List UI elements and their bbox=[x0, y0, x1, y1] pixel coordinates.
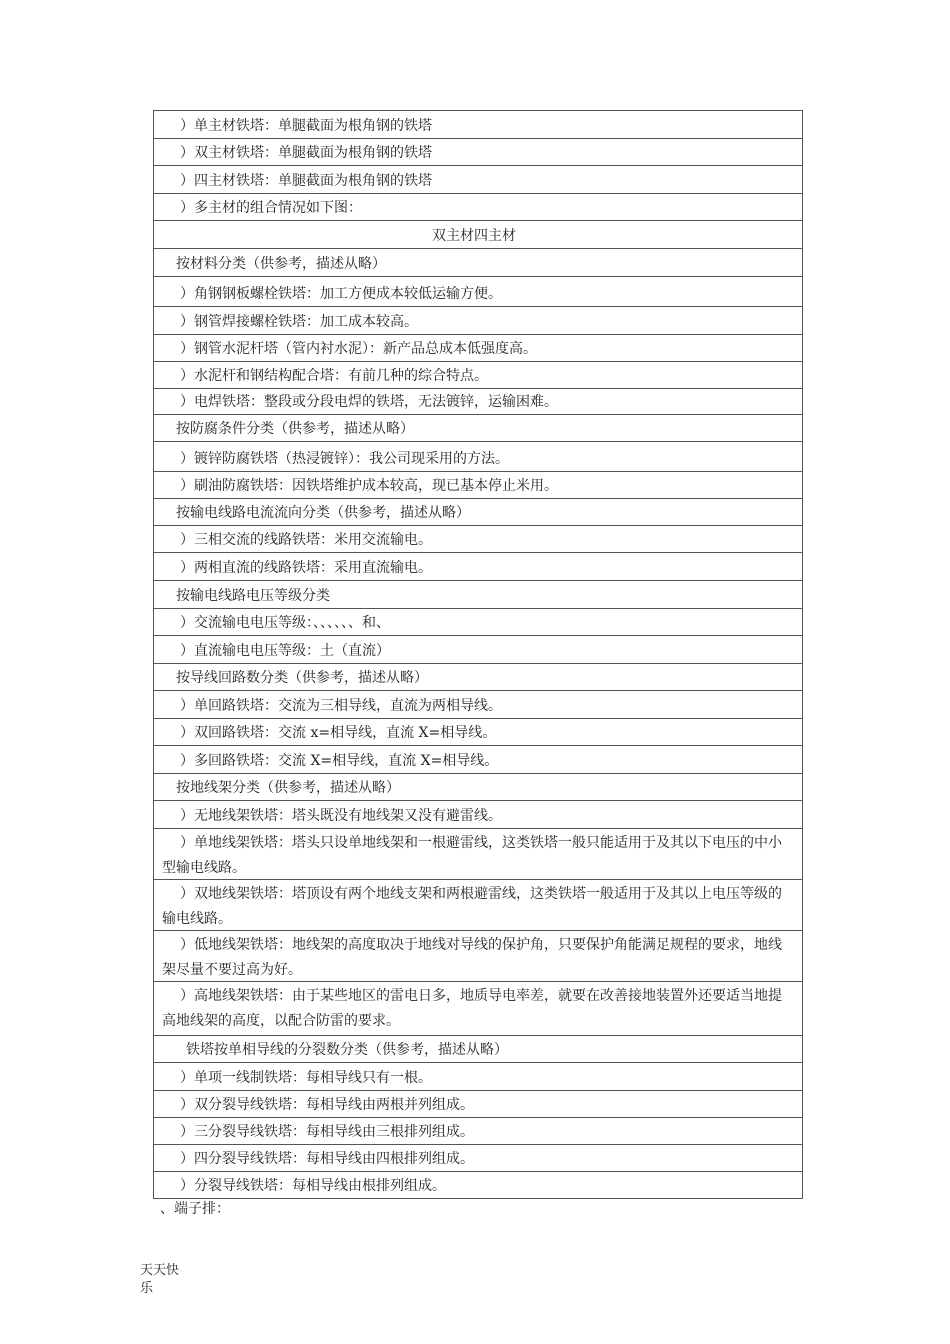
table-row bbox=[154, 221, 802, 249]
row-text: ）单主材铁塔：单腿截面为根角钢的铁塔 bbox=[180, 118, 432, 134]
row-text: ）角钢钢板螺栓铁塔：加工方便成本较低运输方便。 bbox=[180, 286, 502, 302]
table-row bbox=[154, 746, 802, 774]
row-text: 按地线架分类（供参考，描述从略） bbox=[176, 780, 400, 796]
row-text: ）交流输电电压等级：、、、、、、和、 bbox=[180, 615, 390, 631]
row-text: ）四主材铁塔：单腿截面为根角钢的铁塔 bbox=[180, 173, 432, 189]
table-row bbox=[154, 1145, 802, 1172]
table-section-heading bbox=[154, 581, 802, 609]
table-section-heading bbox=[154, 249, 802, 277]
row-text: ）两相直流的线路铁塔：采用直流输电。 bbox=[180, 560, 432, 576]
table-row bbox=[154, 801, 802, 829]
row-text: ）直流输电电压等级：土（直流） bbox=[180, 643, 390, 659]
table-row bbox=[154, 526, 802, 553]
table-row bbox=[154, 277, 802, 307]
document-table bbox=[153, 110, 803, 1199]
table-section-heading bbox=[154, 1036, 802, 1063]
table-row bbox=[154, 362, 802, 389]
table-row bbox=[154, 691, 802, 719]
row-text: 双主材四主材 bbox=[432, 228, 516, 244]
row-text: ）双地线架铁塔：塔顶设有两个地线支架和两根避雷线，这类铁塔一般适用于及其以上电压等级的输电线路。 bbox=[162, 886, 782, 927]
table-row bbox=[154, 139, 802, 166]
row-text: ）无地线架铁塔：塔头既没有地线架又没有避雷线。 bbox=[180, 808, 502, 824]
table-row bbox=[154, 553, 802, 581]
row-text: ）双分裂导线铁塔：每相导线由两根并列组成。 bbox=[180, 1097, 474, 1113]
table-row bbox=[154, 880, 802, 931]
row-text: ）双回路铁塔：交流 x=相导线，直流 X=相导线。 bbox=[180, 725, 497, 741]
row-text: ）水泥杆和钢结构配合塔：有前几种的综合特点。 bbox=[180, 368, 488, 384]
table-row bbox=[154, 1118, 802, 1145]
row-text: ）单回路铁塔：交流为三相导线，直流为两相导线。 bbox=[180, 698, 502, 714]
row-text: 按防腐条件分类（供参考，描述从略） bbox=[176, 421, 414, 437]
row-text: ）三相交流的线路铁塔：米用交流输电。 bbox=[180, 532, 432, 548]
row-text: ）三分裂导线铁塔：每相导线由三根排列组成。 bbox=[180, 1124, 474, 1140]
table-row bbox=[154, 719, 802, 746]
row-text: 铁塔按单相导线的分裂数分类（供参考，描述从略） bbox=[186, 1042, 508, 1058]
row-text: ）电焊铁塔：整段或分段电焊的铁塔，无法镀锌，运输困难。 bbox=[180, 394, 558, 410]
table-row bbox=[154, 931, 802, 982]
table-row bbox=[154, 166, 802, 194]
table-row bbox=[154, 389, 802, 415]
row-text: ）镀锌防腐铁塔（热浸镀锌）：我公司现采用的方法。 bbox=[180, 451, 509, 467]
table-row bbox=[154, 609, 802, 636]
table-row bbox=[154, 335, 802, 362]
row-text: ）刷油防腐铁塔：因铁塔维护成本较高，现已基本停止米用。 bbox=[180, 478, 558, 494]
row-text: ）高地线架铁塔：由于某些地区的雷电日多，地质导电率差，就要在改善接地装置外还要适当地提高地线架的高度，以配合防雷的要求。 bbox=[162, 988, 782, 1029]
row-text: ）钢管焊接螺栓铁塔：加工成本较高。 bbox=[180, 314, 418, 330]
table-section-heading bbox=[154, 664, 802, 691]
table-row bbox=[154, 194, 802, 221]
row-text: ）钢管水泥杆塔（管内衬水泥）：新产品总成本低强度高。 bbox=[180, 341, 537, 357]
table-row bbox=[154, 1172, 802, 1199]
row-text: ）低地线架铁塔：地线架的高度取决于地线对导线的保护角，只要保护角能满足规程的要求，地线架尽量不要过高为好。 bbox=[162, 937, 782, 978]
row-text: ）单项一线制铁塔：每相导线只有一根。 bbox=[180, 1070, 432, 1086]
table-row bbox=[154, 1091, 802, 1118]
table-row bbox=[154, 472, 802, 499]
row-text: 按材料分类（供参考，描述从略） bbox=[176, 256, 386, 272]
row-text: 按导线回路数分类（供参考，描述从略） bbox=[176, 670, 428, 686]
row-text: 按输电线路电流流向分类（供参考，描述从略） bbox=[176, 505, 470, 521]
row-text: ）多回路铁塔：交流 X=相导线，直流 X=相导线。 bbox=[180, 753, 499, 769]
table-row bbox=[154, 307, 802, 335]
table-row bbox=[154, 829, 802, 880]
row-text: ）双主材铁塔：单腿截面为根角钢的铁塔 bbox=[180, 145, 432, 161]
table-section-heading bbox=[154, 499, 802, 526]
watermark-text: 天天快乐 bbox=[140, 1263, 180, 1296]
row-text: ）四分裂导线铁塔：每相导线由四根排列组成。 bbox=[180, 1151, 474, 1167]
table-section-heading bbox=[154, 415, 802, 442]
table-row bbox=[154, 442, 802, 472]
row-text: ）分裂导线铁塔：每相导线由根排列组成。 bbox=[180, 1178, 446, 1194]
row-text: ）单地线架铁塔：塔头只设单地线架和一根避雷线，这类铁塔一般只能适用于及其以下电压的中小型输电线路。 bbox=[162, 835, 782, 876]
table-row bbox=[154, 982, 802, 1036]
table-row bbox=[154, 636, 802, 664]
row-text: 按输电线路电压等级分类 bbox=[176, 588, 330, 604]
table-row bbox=[154, 1063, 802, 1091]
table-section-heading bbox=[154, 774, 802, 801]
table-row bbox=[154, 111, 802, 139]
footer-note: 、端子排： bbox=[160, 1201, 230, 1217]
row-text: ）多主材的组合情况如下图： bbox=[180, 200, 362, 216]
